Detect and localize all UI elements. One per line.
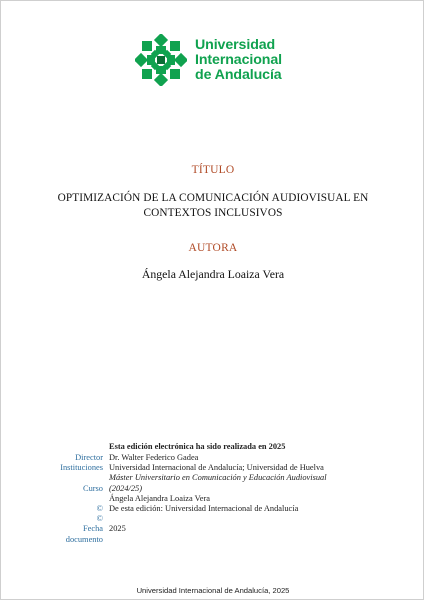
- title-line-2: CONTEXTOS INCLUSIVOS: [143, 207, 283, 219]
- logo-line-3: de Andalucía: [195, 66, 282, 83]
- value-fecha: 2025: [109, 524, 126, 534]
- uia-geometric-logo-icon: [135, 34, 187, 86]
- author-name: Ángela Alejandra Loaiza Vera: [141, 267, 285, 281]
- document-title: [41, 191, 385, 221]
- label-copyright-edition: ©: [96, 514, 103, 524]
- label-instituciones: Instituciones: [60, 463, 103, 473]
- label-spacer: [41, 494, 103, 504]
- author-label: AUTORA: [188, 242, 238, 254]
- page-footer: Universidad Internacional de Andalucía, 2025: [136, 586, 290, 595]
- label-fecha: Fecha: [83, 524, 103, 534]
- logo-line-1: Universidad: [195, 36, 276, 53]
- university-name: [195, 38, 282, 83]
- label-curso: Curso: [82, 483, 103, 493]
- value-curso-line-2: (2024/25): [109, 483, 143, 493]
- label-spacer: [41, 473, 103, 483]
- label-copyright-author: ©: [96, 504, 103, 514]
- metadata-values: [109, 453, 399, 535]
- value-copyright-edition: De esta edición: Universidad Internacional de Andalucía: [109, 504, 299, 514]
- logo-line-2: Internacional: [195, 51, 282, 68]
- edition-note: Esta edición electrónica ha sido realizada en 2025: [109, 442, 286, 451]
- university-logo: [135, 34, 282, 86]
- title-line-1: OPTIMIZACIÓN DE LA COMUNICACIÓN AUDIOVISUAL EN: [57, 192, 369, 204]
- value-curso-line-1: Máster Universitario en Comunicación y Educación Audiovisual: [109, 473, 327, 483]
- metadata-labels: [41, 453, 103, 545]
- value-director: Dr. Walter Federico Gadea: [109, 453, 199, 462]
- label-director: Director: [75, 453, 103, 462]
- value-copyright-author: Ángela Alejandra Loaiza Vera: [109, 493, 210, 503]
- value-spacer: [109, 514, 399, 524]
- label-documento: documento: [65, 534, 103, 544]
- value-instituciones: Universidad Internacional de Andalucía; Universidad de Huelva: [109, 463, 324, 473]
- title-label: TÍTULO: [191, 164, 235, 176]
